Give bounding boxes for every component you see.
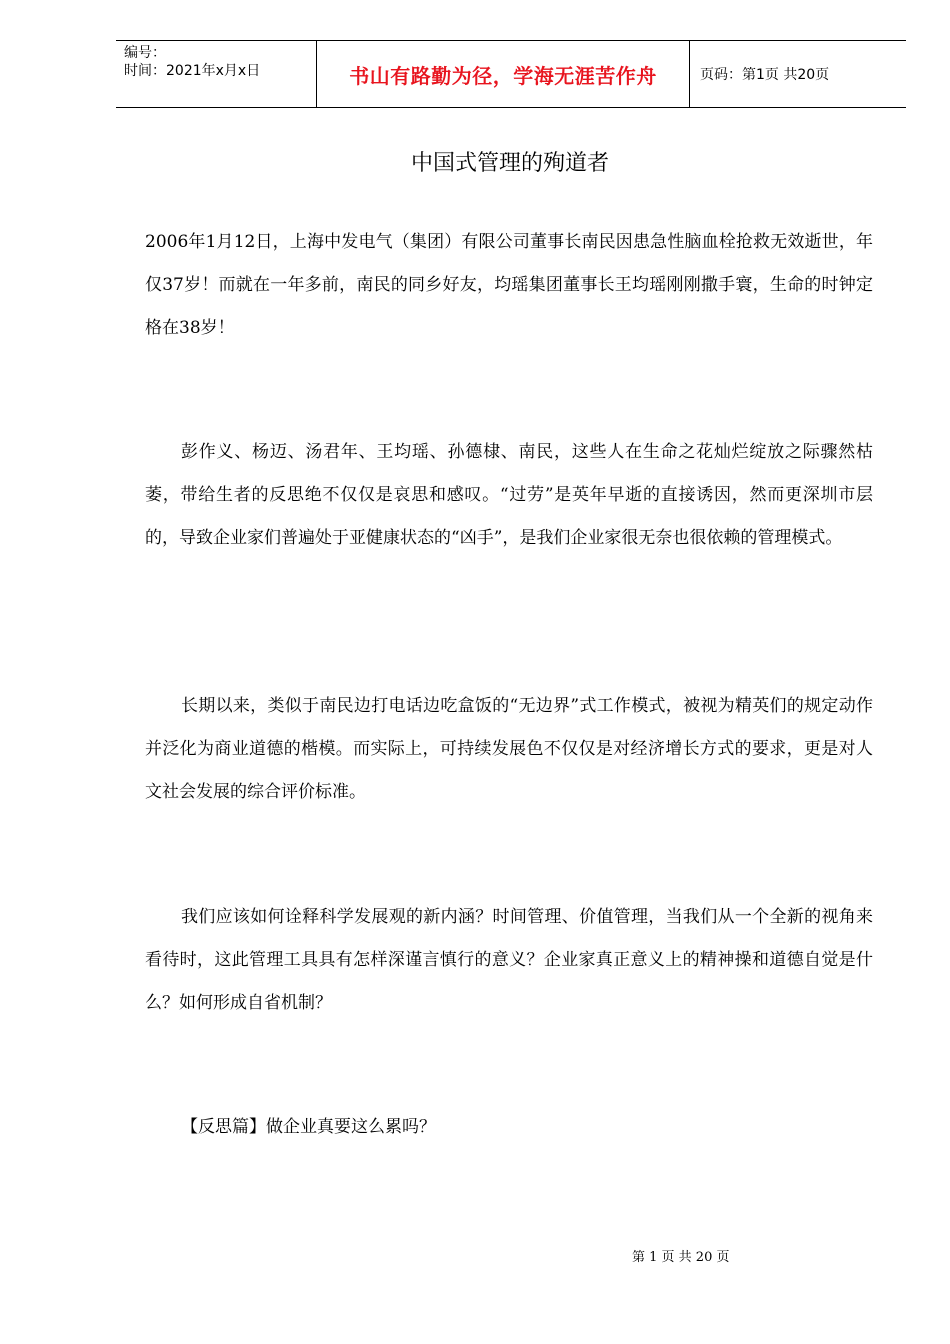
document-time-label: 时间：2021年x月x日 [124, 63, 261, 79]
paragraph-1: 2006年1月12日，上海中发电气（集团）有限公司董事长南民因患急性脑血栓抢救无效逝世，年仅37岁！而就在一年多前，南民的同乡好友，均瑶集团董事长王均瑶刚刚撒手寰，生命的时钟定格在38岁！ [145, 232, 873, 338]
header-page-number: 页码：第1页 共20页 [700, 67, 830, 83]
header-motto-cell [316, 41, 690, 107]
section-heading-reflection: 【反思篇】做企业真要这么累吗？ [181, 1117, 436, 1137]
header-motto: 书山有路勤为径，学海无涯苦作舟 [349, 63, 657, 88]
header-page-cell [690, 41, 906, 107]
paragraph-4: 我们应该如何诠释科学发展观的新内涵？时间管理、价值管理，当我们从一个全新的视角来看待时，这此管理工具具有怎样深谨言慎行的意义？企业家真正意义上的精神操和道德自觉是什么？如何形成自省机制？ [145, 907, 873, 1013]
header-table [116, 40, 906, 108]
document-code-label: 编号： [124, 45, 166, 61]
document-title: 中国式管理的殉道者 [410, 151, 609, 176]
header-meta-cell [116, 41, 316, 107]
paragraph-3: 长期以来，类似于南民边打电话边吃盒饭的“无边界”式工作模式，被视为精英们的规定动作并泛化为商业道德的楷模。而实际上，可持续发展色不仅仅是对经济增长方式的要求，更是对人文社会发展的综合评价标准。 [145, 696, 873, 802]
paragraph-2: 彭作义、杨迈、汤君年、王均瑶、孙德棣、南民，这些人在生命之花灿烂绽放之际骤然枯萎，带给生者的反思绝不仅仅是哀思和感叹。“过劳”是英年早逝的直接诱因，然而更深圳市层的，导致企业家们普遍处于亚健康状态的“凶手”，是我们企业家很无奈也很依赖的管理模式。 [145, 442, 873, 548]
footer-page-number: 第 1 页 共 20 页 [632, 1250, 730, 1265]
